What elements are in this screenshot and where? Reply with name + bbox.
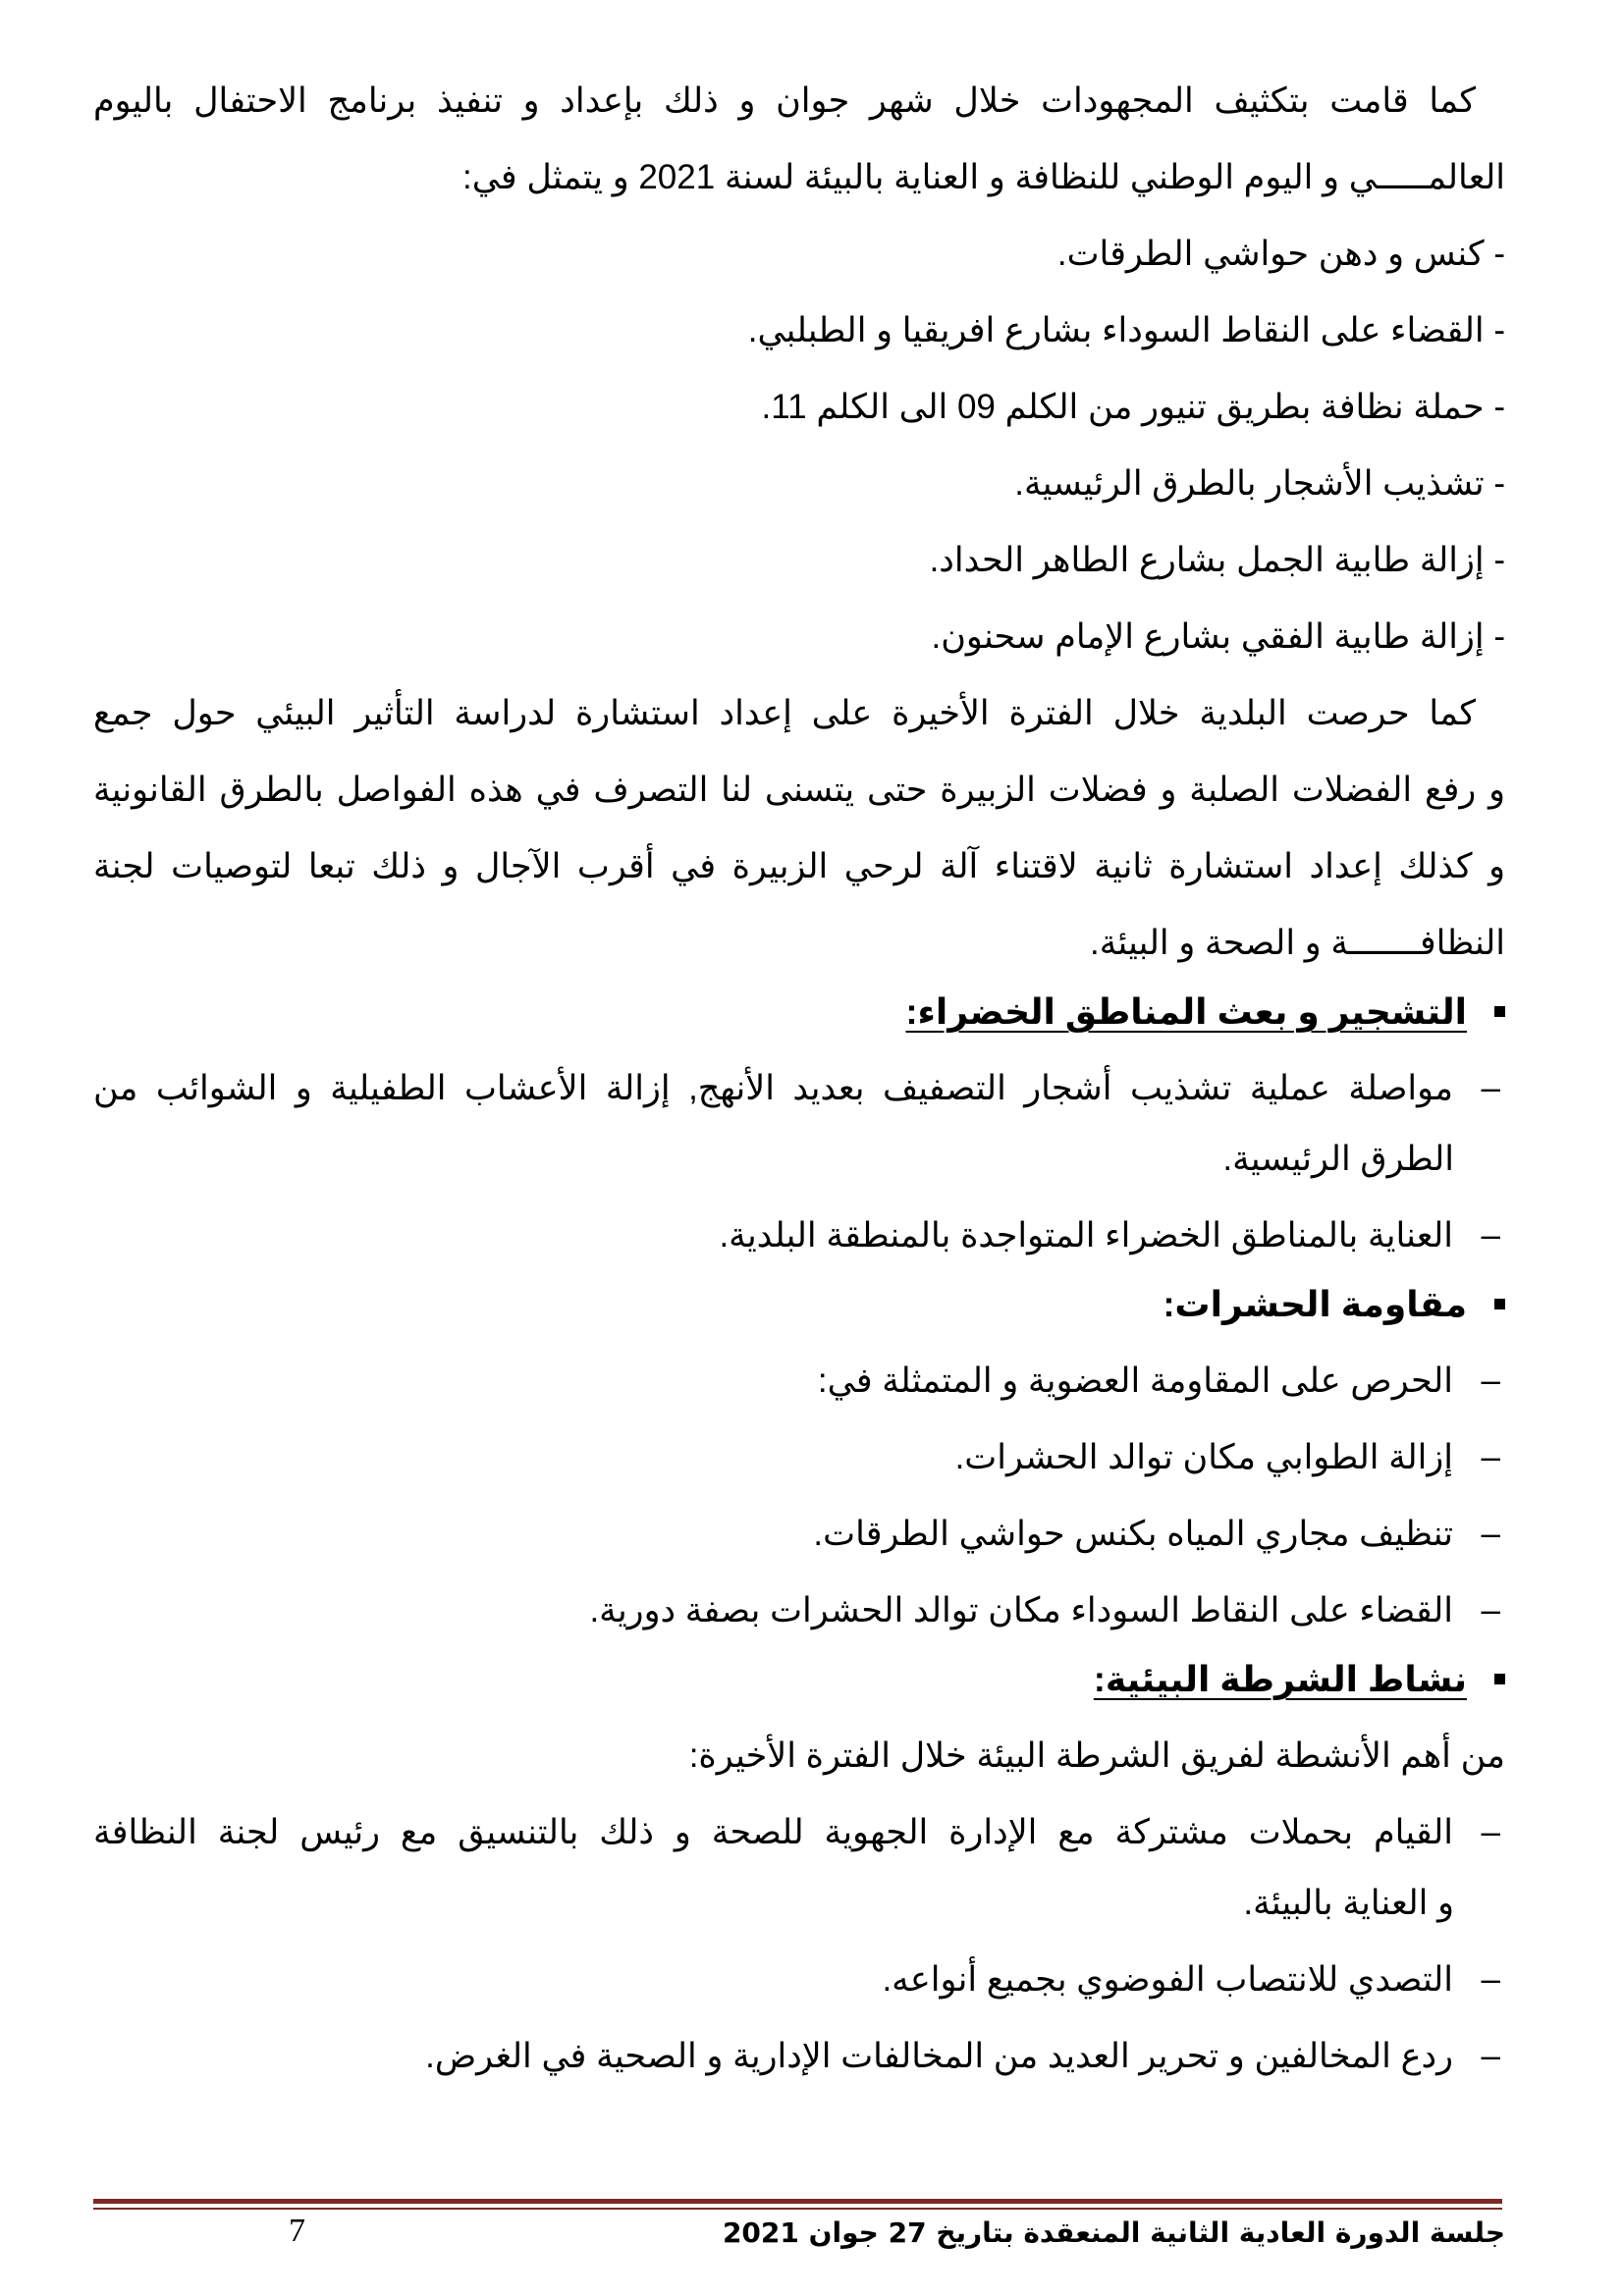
dash-bullet: – xyxy=(1481,1069,1500,1107)
police-item-1 xyxy=(93,1808,1500,1857)
police-item-1-text: القيام بحملات مشتركة مع الإدارة الجهوية للصحة و ذلك بالتنسيق مع رئيس لجنة النظافة xyxy=(93,1813,1453,1851)
study-line-3: و كذلك إعداد استشارة ثانية لاقتناء آلة لرحي الزبيرة في أقرب الآجال و ذلك تبعا لتوصيات لجنة xyxy=(93,847,1505,885)
insects-item-2 xyxy=(93,1433,1500,1482)
intro-item-1: - كنس و دهن حواشي الطرقات. xyxy=(1056,235,1505,273)
greening-heading-text: التشجير و بعث المناطق الخضراء: xyxy=(905,991,1467,1032)
intro-line-1: كما قامت بتكثيف المجهودات خلال شهر جوان و ذلك بإعداد و تنفيذ برنامج الاحتفال باليوم xyxy=(93,81,1476,120)
police-item-3-text: ردع المخالفين و تحرير العديد من المخالفات الإدارية و الصحية في الغرض. xyxy=(425,2037,1453,2075)
greening-item-1 xyxy=(93,1064,1500,1113)
insects-item-4 xyxy=(93,1586,1500,1635)
intro-item-6: - إزالة طابية الفقي بشارع الإمام سحنون. xyxy=(931,617,1505,656)
footer-rule-thick xyxy=(93,2199,1502,2204)
police-item-3 xyxy=(93,2032,1500,2081)
insects-item-4-text: القضاء على النقاط السوداء مكان توالد الحشرات بصفة دورية. xyxy=(589,1591,1453,1629)
dash-bullet: – xyxy=(1481,2037,1500,2075)
insects-heading-text: مقاومة الحشرات: xyxy=(1163,1284,1467,1324)
insects-item-3 xyxy=(93,1510,1500,1559)
intro-item-2: - القضاء على النقاط السوداء بشارع افريقيا و الطبلبي. xyxy=(747,311,1505,349)
square-bullet-icon xyxy=(1494,1299,1505,1309)
footer-rule-thin xyxy=(93,2208,1502,2210)
page-number: 7 xyxy=(289,2213,305,2249)
insects-heading xyxy=(1163,1280,1505,1329)
study-line-1: كما حرصت البلدية خلال الفترة الأخيرة على إعداد استشارة لدراسة التأثير البيئي حول جمع xyxy=(93,694,1476,732)
intro-item-3: - حملة نظافة بطريق تنيور من الكلم 09 الى الكلم 11. xyxy=(761,388,1505,426)
greening-item-2-text: العناية بالمناطق الخضراء المتواجدة بالمنطقة البلدية. xyxy=(719,1216,1453,1255)
police-item-2 xyxy=(93,1955,1500,2004)
footer-session-text: جلسة الدورة العادية الثانية المنعقدة بتاريخ 27 جوان 2021 xyxy=(722,2216,1505,2249)
insects-item-1-text: الحرص على المقاومة العضوية و المتمثلة في: xyxy=(817,1362,1453,1400)
police-intro: من أهم الأنشطة لفريق الشرطة البيئة خلال الفترة الأخيرة: xyxy=(688,1736,1505,1775)
dash-bullet: – xyxy=(1481,1960,1500,1999)
square-bullet-icon xyxy=(1494,1006,1505,1017)
police-heading-text: نشاط الشرطة البيئية: xyxy=(1093,1659,1467,1699)
study-line-4: النظافـــــــة و الصحة و البيئة. xyxy=(1090,924,1505,962)
intro-item-5: - إزالة طابية الجمل بشارع الطاهر الحداد. xyxy=(929,541,1505,579)
dash-bullet: – xyxy=(1481,1216,1500,1255)
greening-item-2 xyxy=(93,1211,1500,1260)
dash-bullet: – xyxy=(1481,1362,1500,1400)
greening-item-1-text: مواصلة عملية تشذيب أشجار التصفيف بعديد الأنهج, إزالة الأعشاب الطفيلية و الشوائب من xyxy=(93,1069,1453,1107)
police-item-2-text: التصدي للانتصاب الفوضوي بجميع أنواعه. xyxy=(882,1960,1453,1999)
police-heading xyxy=(1094,1655,1505,1704)
insects-item-1 xyxy=(93,1357,1500,1406)
police-item-1-cont: و العناية بالبيئة. xyxy=(1243,1884,1454,1922)
dash-bullet: – xyxy=(1481,1515,1500,1553)
intro-line-2: العالمـــــي و اليوم الوطني للنظافة و العناية بالبيئة لسنة 2021 و يتمثل في: xyxy=(462,158,1505,196)
greening-heading xyxy=(905,988,1505,1037)
dash-bullet: – xyxy=(1481,1438,1500,1476)
dash-bullet: – xyxy=(1481,1813,1500,1851)
greening-item-1-cont: الطرق الرئيسية. xyxy=(1222,1140,1454,1178)
square-bullet-icon xyxy=(1494,1674,1505,1684)
intro-item-4: - تشذيب الأشجار بالطرق الرئيسية. xyxy=(1014,464,1505,503)
dash-bullet: – xyxy=(1481,1591,1500,1629)
insects-item-2-text: إزالة الطوابي مكان توالد الحشرات. xyxy=(954,1438,1453,1476)
insects-item-3-text: تنظيف مجاري المياه بكنس حواشي الطرقات. xyxy=(813,1515,1453,1553)
study-line-2: و رفع الفضلات الصلبة و فضلات الزبيرة حتى يتسنى لنا التصرف في هذه الفواصل بالطرق القانونية xyxy=(93,771,1505,809)
